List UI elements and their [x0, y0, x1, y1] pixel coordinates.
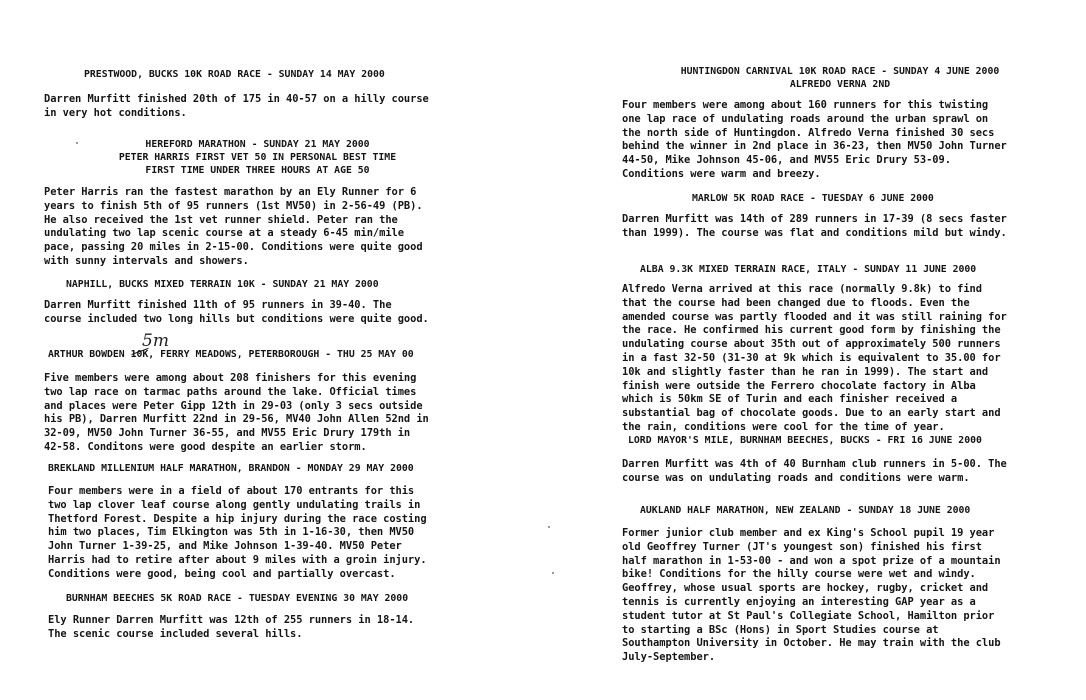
- hereford-subheading-2: FIRST TIME UNDER THREE HOURS AT AGE 50: [145, 165, 370, 176]
- brekland-heading: BREKLAND MILLENIUM HALF MARATHON, BRANDON - MONDAY 29 MAY 2000: [48, 463, 414, 474]
- marlow-report: Darren Murfitt was 14th of 289 runners in 17-39 (8 secs faster than 1999). The course was flat and conditions mild but windy.: [622, 213, 1007, 239]
- alba-heading: ALBA 9.3K MIXED TERRAIN RACE, ITALY - SUNDAY 11 JUNE 2000: [640, 264, 977, 275]
- naphill-report: Darren Murfitt finished 11th of 95 runners in 39-40. The course included two long hills but conditions were quite good.: [44, 299, 429, 325]
- burnham-5k-report: Ely Runner Darren Murfitt was 12th of 255 runners in 18-14. The scenic course included several hills.: [48, 614, 415, 640]
- aukland-heading: AUKLAND HALF MARATHON, NEW ZEALAND - SUNDAY 18 JUNE 2000: [640, 505, 971, 516]
- lord-mayors-mile-heading: LORD MAYOR'S MILE, BURNHAM BEECHES, BUCKS - FRI 16 JUNE 2000: [628, 435, 982, 446]
- huntingdon-heading: HUNTINGDON CARNIVAL 10K ROAD RACE - SUNDAY 4 JUNE 2000: [680, 66, 1000, 77]
- hereford-heading: HEREFORD MARATHON - SUNDAY 21 MAY 2000: [145, 139, 370, 150]
- aukland-report: Former junior club member and ex King's School pupil 19 year old Geoffrey Turner (JT's youngest son) finished his first half marathon in 1-53-00 - and won a spot prize of a mountain bike! Conditions for the hilly course were wet and windy. Geoffrey, whose usual sports are hockey, rugby, cricket and tennis is currently enjoying an interesting GAP year as a student tutor at St Paul's Collegiate School, Hamilton prior to starting a BSc (Hons) in Sport Studies course at Southampton University in October. He may train with the club July-September.: [622, 527, 1001, 664]
- scan-speck: [548, 526, 550, 528]
- prestwood-report: Darren Murfitt finished 20th of 175 in 40-57 on a hilly course in very hot conditions.: [44, 93, 429, 119]
- huntingdon-report: Four members were among about 160 runners for this twisting one lap race of undulating roads around the urban sprawl on the north side of Huntingdon. Alfredo Verna finished 30 secs behind the winner in 2nd place in 36-23, then MV50 John Turner 44-50, Mike Johnson 45-06, and MV55 Eric Drury 53-09. Conditions were warm and breezy.: [622, 99, 1007, 180]
- scan-speck: [76, 142, 78, 144]
- hereford-subheading: PETER HARRIS FIRST VET 50 IN PERSONAL BEST TIME: [118, 152, 397, 163]
- lord-mayors-mile-report: Darren Murfitt was 4th of 40 Burnham club runners in 5-00. The course was on undulating roads and conditions were warm.: [622, 458, 1007, 484]
- alba-report: Alfredo Verna arrived at this race (normally 9.8k) to find that the course had been changed due to floods. Even the amended course was partly flooded and it was still raining for the race. He confirmed his current good form by finishing the undulating course about 35th out of approximately 500 runners in a fast 32-50 (31-30 at 9k which is equivalent to 35.00 for 10k and slightly faster than he ran in 1999). The start and finish were outside the Ferrero chocolate factory in Alba which is 50km SE of Turin and each finisher received a substantial bag of chocolate goods. Due to an early start and the rain, conditions were cool for the time of year.: [622, 283, 1007, 433]
- bowden-report: Five members were among about 208 finishers for this evening two lap race on tarmac paths around the lake. Official times and places were Peter Gipp 12th in 29-03 (only 3 secs outside his PB), Darren Murfitt 22nd in 29-56, MV40 John Allen 52nd in 32-09, MV50 John Turner 36-55, and MV55 Eric Drury 179th in 42-58. Conditons were good despite an earlier storm.: [44, 372, 429, 453]
- marlow-heading: MARLOW 5K ROAD RACE - TUESDAY 6 JUNE 2000: [692, 193, 934, 204]
- scan-speck: [552, 572, 554, 574]
- bowden-heading-end: , FERRY MEADOWS, PETERBOROUGH - THU 25 MAY 00: [148, 349, 414, 360]
- prestwood-heading: PRESTWOOD, BUCKS 10K ROAD RACE - SUNDAY 14 MAY 2000: [84, 69, 385, 80]
- handwritten-correction: 5m: [142, 331, 169, 351]
- burnham-5k-heading: BURNHAM BEECHES 5K ROAD RACE - TUESDAY EVENING 30 MAY 2000: [66, 593, 409, 604]
- bowden-heading-start: ARTHUR BOWDEN: [48, 349, 131, 360]
- struck-distance: 10K: [130, 349, 149, 360]
- bowden-heading: [48, 348, 414, 361]
- huntingdon-subheading: ALFREDO VERNA 2ND: [789, 79, 891, 90]
- brekland-report: Four members were in a field of about 170 entrants for this two lap clover leaf course along gently undulating trails in Thetford Forest. Despite a hip injury during the race costing him two places, Tim Elkington was 5th in 1-16-30, then MV50 John Turner 1-39-25, and Mike Johnson 1-39-40. MV50 Peter Harris had to retire after about 9 miles with a groin injury. Conditions were good, being cool and partially overcast.: [48, 485, 427, 580]
- naphill-heading: NAPHILL, BUCKS MIXED TERRAIN 10K - SUNDAY 21 MAY 2000: [66, 279, 379, 290]
- hereford-report: Peter Harris ran the fastest marathon by an Ely Runner for 6 years to finish 5th of 95 runners (1st MV50) in 2-56-49 (PB). He also received the 1st vet runner shield. Peter ran the undulating two lap scenic course at a steady 6-45 min/mile pace, passing 20 miles in 2-15-00. Conditions were quite good with sunny intervals and showers.: [44, 186, 423, 267]
